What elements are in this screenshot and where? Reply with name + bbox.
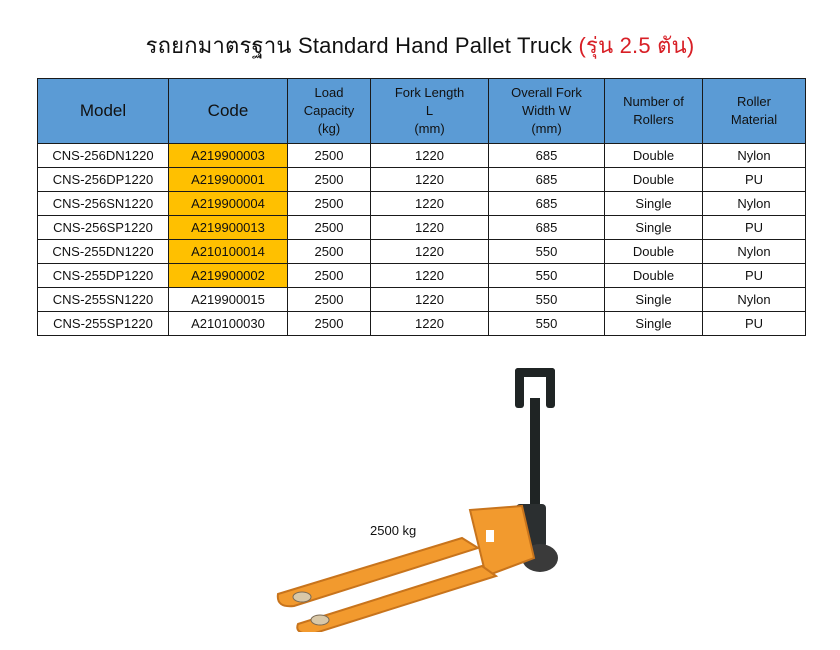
cell-material: PU [703,216,806,240]
chassis [470,506,534,576]
cell-model: CNS-256DP1220 [38,168,169,192]
cell-material: PU [703,264,806,288]
table-row [38,216,806,240]
cell-load: 2500 [288,264,371,288]
header-code: Code [169,79,288,144]
cell-fork-length: 1220 [371,264,489,288]
cell-load: 2500 [288,144,371,168]
table-row [38,168,806,192]
title-accent: (รุ่น 2.5 ตัน) [578,33,695,58]
label-plate [486,530,494,542]
cell-fork-length: 1220 [371,168,489,192]
cell-load: 2500 [288,312,371,336]
cell-fork-length: 1220 [371,240,489,264]
cell-load: 2500 [288,168,371,192]
cell-code: A219900001 [169,168,288,192]
cell-model: CNS-255DN1220 [38,240,169,264]
header-load-capacity: Load Capacity (kg) [288,79,371,144]
cell-rollers: Double [605,264,703,288]
cell-model: CNS-256SP1220 [38,216,169,240]
cell-load: 2500 [288,240,371,264]
cell-fork-width: 685 [489,168,605,192]
cell-material: PU [703,168,806,192]
header-fork-width: Overall Fork Width W (mm) [489,79,605,144]
header-fork-length: Fork Length L (mm) [371,79,489,144]
cell-rollers: Double [605,144,703,168]
roller-right [311,615,329,625]
table-row [38,144,806,168]
roller-left [293,592,311,602]
header-model: Model [38,79,169,144]
cell-fork-width: 550 [489,240,605,264]
header-roller-material: Roller Material [703,79,806,144]
cell-material: Nylon [703,192,806,216]
cell-fork-length: 1220 [371,144,489,168]
cell-fork-width: 550 [489,312,605,336]
cell-model: CNS-256SN1220 [38,192,169,216]
cell-fork-length: 1220 [371,216,489,240]
cell-material: Nylon [703,288,806,312]
cell-rollers: Single [605,288,703,312]
cell-material: Nylon [703,144,806,168]
cell-code: A219900002 [169,264,288,288]
cell-code: A219900015 [169,288,288,312]
cell-model: CNS-255DP1220 [38,264,169,288]
cell-code: A210100030 [169,312,288,336]
table-row [38,288,806,312]
cell-fork-width: 550 [489,288,605,312]
cell-fork-length: 1220 [371,288,489,312]
capacity-caption: 2500 kg [370,523,417,538]
cell-fork-width: 685 [489,216,605,240]
cell-code: A219900003 [169,144,288,168]
cell-load: 2500 [288,216,371,240]
cell-fork-length: 1220 [371,192,489,216]
title-main: รถยกมาตรฐาน Standard Hand Pallet Truck [145,33,573,58]
header-number-of-rollers: Number of Rollers [605,79,703,144]
table-row [38,192,806,216]
cell-rollers: Single [605,312,703,336]
page-title [0,28,840,63]
table-row [38,240,806,264]
cell-model: CNS-256DN1220 [38,144,169,168]
table-row [38,264,806,288]
cell-fork-width: 685 [489,144,605,168]
cell-code: A219900013 [169,216,288,240]
cell-rollers: Single [605,192,703,216]
header-row [38,79,806,144]
handle [515,368,555,526]
cell-fork-length: 1220 [371,312,489,336]
pallet-truck-illustration [272,362,572,632]
cell-material: PU [703,312,806,336]
cell-rollers: Double [605,168,703,192]
cell-model: CNS-255SP1220 [38,312,169,336]
cell-fork-width: 550 [489,264,605,288]
table-row [38,312,806,336]
cell-fork-width: 685 [489,192,605,216]
cell-load: 2500 [288,192,371,216]
cell-rollers: Single [605,216,703,240]
cell-rollers: Double [605,240,703,264]
spec-table [37,78,806,336]
cell-material: Nylon [703,240,806,264]
cell-model: CNS-255SN1220 [38,288,169,312]
cell-load: 2500 [288,288,371,312]
cell-code: A219900004 [169,192,288,216]
cell-code: A210100014 [169,240,288,264]
